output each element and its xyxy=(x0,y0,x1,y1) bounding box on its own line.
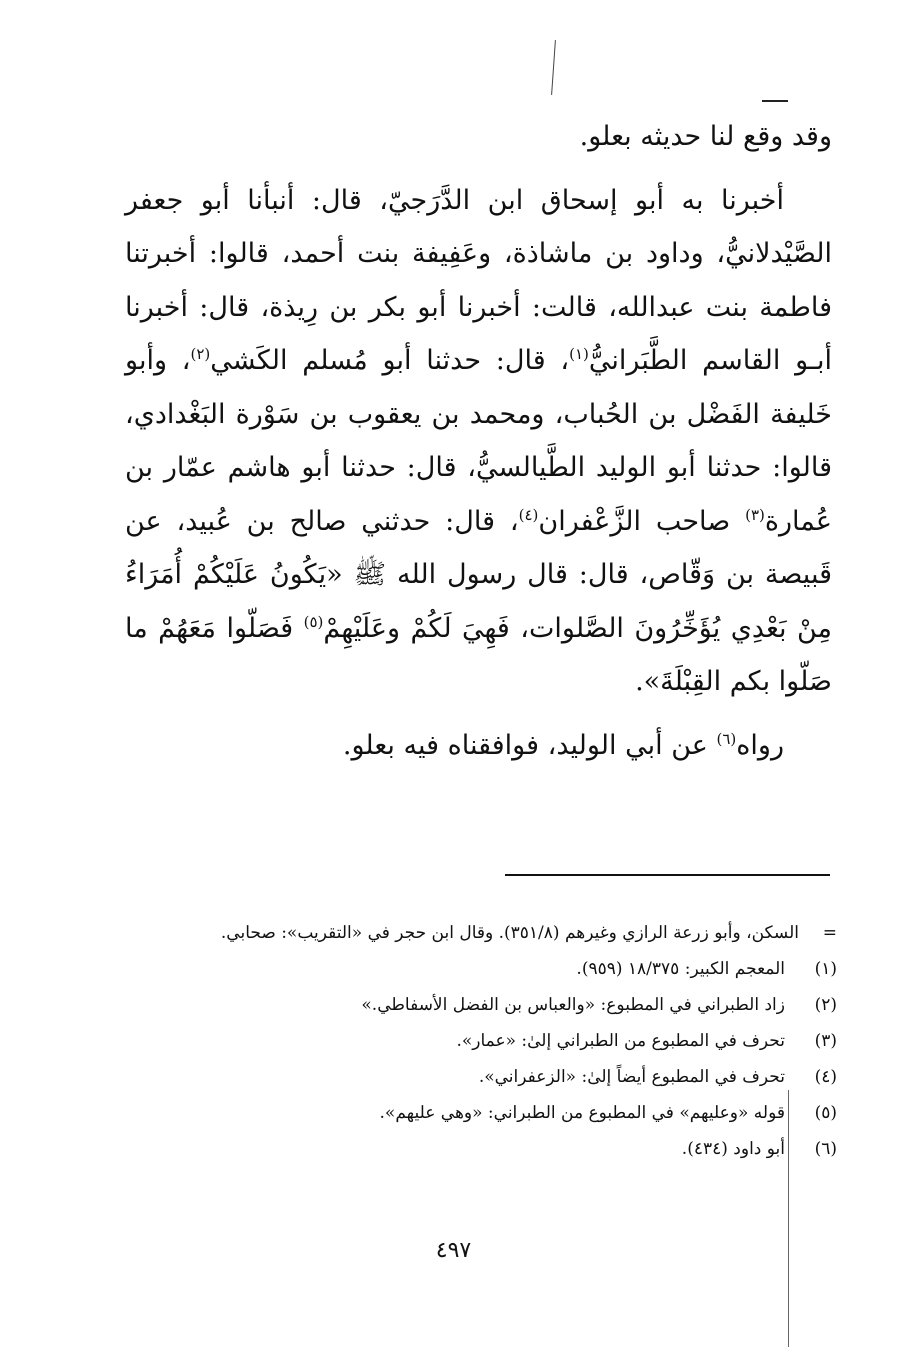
footnote-text: السكن، وأبو زرعة الرازي وغيرهم (٣٥١/٨). وقال ابن حجر في «التقريب»: صحابي. xyxy=(220,923,799,943)
footnote-item xyxy=(120,1023,837,1059)
paragraph-text: أخبرنا به أبو إسحاق ابن الدَّرَجيّ، قال: أنبأنا أبو جعفر الصَّيْدلانيُّ، وداود بن ماشاذة، وعَفِيفة بنت أحمد، قالوا: أخبرتنا فاطمة بنت عبدالله، قالت: أخبرنا أبو بكر بن رِيذة، قال: أخبرنا أبـو القاسم الطَّبَرانيُّ xyxy=(125,184,832,376)
paragraph xyxy=(125,110,832,164)
paragraph-text: وقد وقع لنا حديثه بعلو. xyxy=(579,121,832,152)
footnote-item xyxy=(120,987,837,1023)
scan-artifact-line xyxy=(551,40,556,95)
footnote-item xyxy=(120,1131,837,1167)
paragraph-text: ، وأبو خَليفة الفَضْل بن الحُباب، ومحمد بن يعقوب بن سَوْرة البَغْدادي، قالوا: حدثنا أبو الوليد الطَّيالسيُّ، قال: حدثنا أبو هاشم عمّار بن عُمارة xyxy=(125,345,832,537)
footnote-continuation xyxy=(120,915,837,951)
footnote-number: (١) xyxy=(814,959,837,979)
footnote-text: أبو داود (٤٣٤). xyxy=(681,1139,785,1159)
paragraph-text: ، قال: حدثني صالح بن عُبيد، عن قَبيصة بن وَقّاص، قال: قال رسول الله ﷺ «يَكُونُ عَلَيْكُمْ أُمَرَاءُ مِنْ بَعْدِي يُؤَخِّرُونَ الصَّلوات، فَهِيَ لَكُمْ وعَلَيْهِمْ xyxy=(125,505,832,644)
footnote-number: (٦) xyxy=(814,1139,837,1159)
footnote-marker: (٥) xyxy=(303,612,324,631)
footnote-text: تحرف في المطبوع أيضاً إلىٰ: «الزعفراني». xyxy=(478,1067,785,1087)
footnote-marker: (٣) xyxy=(745,505,765,524)
footnote-item xyxy=(120,1095,837,1131)
footnote-marker: (٦) xyxy=(716,729,737,748)
footnote-text: قوله «وعليهم» في المطبوع من الطبراني: «وهي عليهم». xyxy=(379,1103,785,1123)
footnote-marker: (١) xyxy=(569,345,589,363)
main-text xyxy=(125,110,832,772)
footnote-number: (٤) xyxy=(814,1067,837,1087)
footnote-text: المعجم الكبير: ١٨/٣٧٥ (٩٥٩). xyxy=(576,959,785,979)
paragraph-text: ، قال: حدثنا أبو مُسلم الكَشي xyxy=(210,345,570,376)
footnote-text: زاد الطبراني في المطبوع: «والعباس بن الفضل الأسفاطي.» xyxy=(361,995,785,1015)
footnotes xyxy=(120,915,837,1167)
paragraph-text: صاحب الزَّعْفران xyxy=(538,505,746,537)
footnote-item xyxy=(120,1059,837,1095)
footnote-number: (٣) xyxy=(814,1031,837,1051)
page-number: ٤٩٧ xyxy=(435,1238,472,1263)
footnote-text: تحرف في المطبوع من الطبراني إلىٰ: «عمار». xyxy=(456,1031,785,1051)
paragraph-text: فَصَلّوا مَعَهُمْ ما صَلّوا بكم القِبْلَةَ». xyxy=(125,612,832,697)
footnote-item xyxy=(120,951,837,987)
continuation-mark: = xyxy=(822,923,837,943)
footnote-number: (٢) xyxy=(814,995,837,1015)
paragraph-text: عن أبي الوليد، فوافقناه فيه بعلو. xyxy=(342,729,717,761)
paragraph xyxy=(125,174,832,709)
footnote-divider xyxy=(505,874,830,876)
paragraph xyxy=(125,719,832,773)
footnote-number: (٥) xyxy=(814,1103,837,1123)
paragraph-text: رواه xyxy=(736,729,784,761)
footnote-marker: (٢) xyxy=(190,345,211,363)
footnote-marker: (٤) xyxy=(518,505,539,524)
scan-artifact-dash xyxy=(762,100,788,102)
